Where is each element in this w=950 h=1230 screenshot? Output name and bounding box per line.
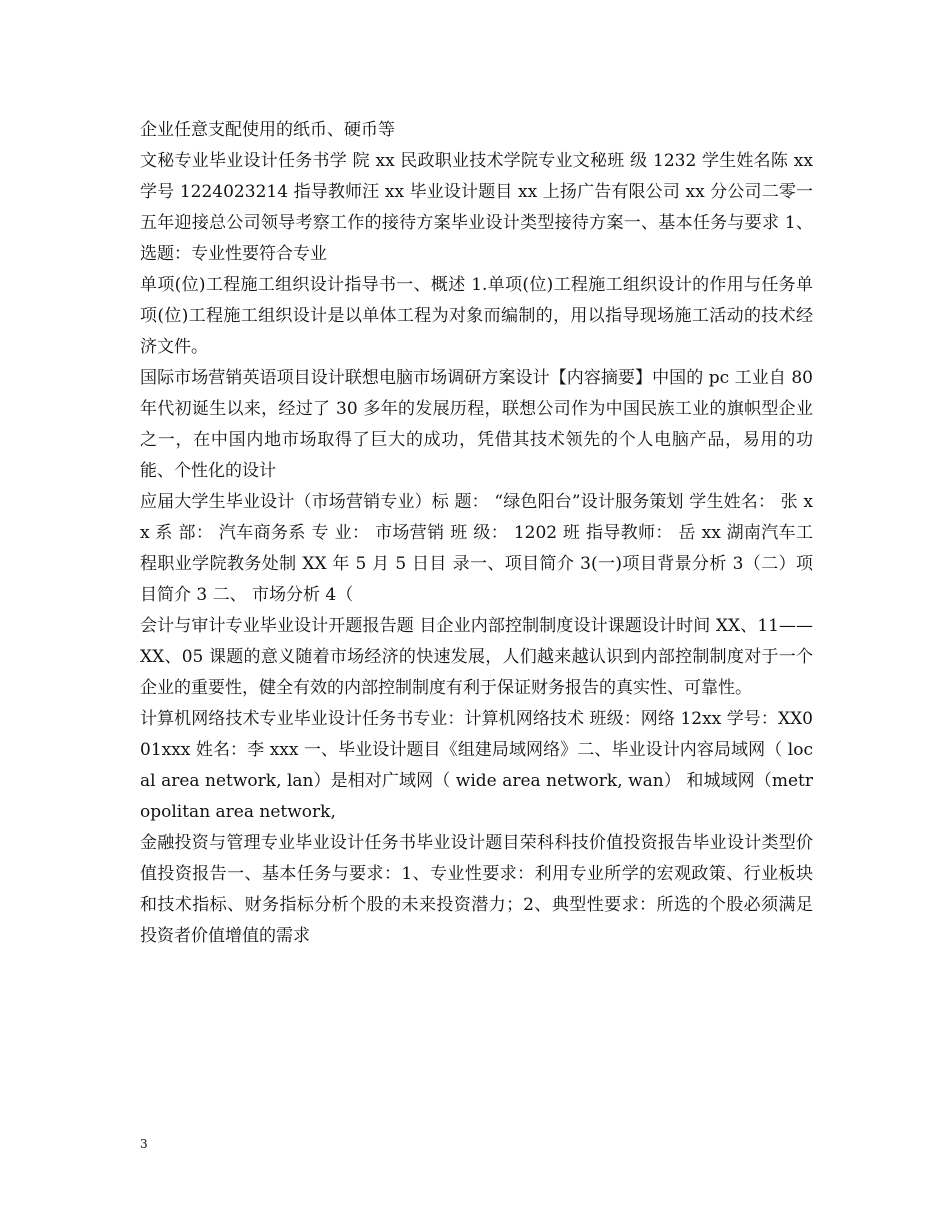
- paragraph: 金融投资与管理专业毕业设计任务书毕业设计题目荣科科技价值投资报告毕业设计类型价值投资报告一、基本任务与要求：1、专业性要求：利用专业所学的宏观政策、行业板块和技术指标、财务指标分析个股的未来投资潜力；2、典型性要求：所选的个股必须满足投资者价值增值的需求: [140, 833, 813, 946]
- paragraph: 会计与审计专业毕业设计开题报告题 目企业内部控制制度设计课题设计时间 XX、11——XX、05 课题的意义随着市场经济的快速发展，人们越来越认识到内部控制制度对于一个企业的重要性，健全有效的内部控制制度有利于保证财务报告的真实性、可靠性。: [140, 616, 813, 698]
- paragraph: 应届大学生毕业设计（市场营销专业）标 题： “绿色阳台”设计服务策划 学生姓名： 张 xx 系 部： 汽车商务系 专 业： 市场营销 班 级： 1202 班 指导教师： 岳 xx 湖南汽车工程职业学院教务处制 XX 年 5 月 5 日目 录一、项目简介 3(一)项目背景分析 3（二）项目简介 3 二、 市场分析 4（: [140, 492, 813, 605]
- paragraph: 企业任意支配使用的纸币、硬币等: [140, 120, 395, 140]
- paragraph: 单项(位)工程施工组织设计指导书一、概述 1.单项(位)工程施工组织设计的作用与任务单项(位)工程施工组织设计是以单体工程为对象而编制的，用以指导现场施工活动的技术经济文件。: [140, 275, 813, 357]
- document-body: [140, 115, 813, 952]
- paragraph: 计算机网络技术专业毕业设计任务书专业：计算机网络技术 班级：网络 12xx 学号：XX001xxx 姓名：李 xxx 一、毕业设计题目《组建局域网络》二、毕业设计内容局域网（ local area network, lan）是相对广域网（ wide area network, wan） 和城域网（metropolitan area network,: [140, 709, 813, 822]
- page-number: 3: [140, 1137, 148, 1151]
- paragraph: 国际市场营销英语项目设计联想电脑市场调研方案设计【内容摘要】中国的 pc 工业自 80 年代初诞生以来，经过了 30 多年的发展历程，联想公司作为中国民族工业的旗帜型企业之一，在中国内地市场取得了巨大的成功，凭借其技术领先的个人电脑产品，易用的功能、个性化的设计: [140, 368, 813, 481]
- paragraph: 文秘专业毕业设计任务书学 院 xx 民政职业技术学院专业文秘班 级 1232 学生姓名陈 xx 学号 1224023214 指导教师汪 xx 毕业设计题目 xx 上扬广告有限公司 xx 分公司二零一五年迎接总公司领导考察工作的接待方案毕业设计类型接待方案一、基本任务与要求 1、选题：专业性要符合专业: [140, 151, 813, 264]
